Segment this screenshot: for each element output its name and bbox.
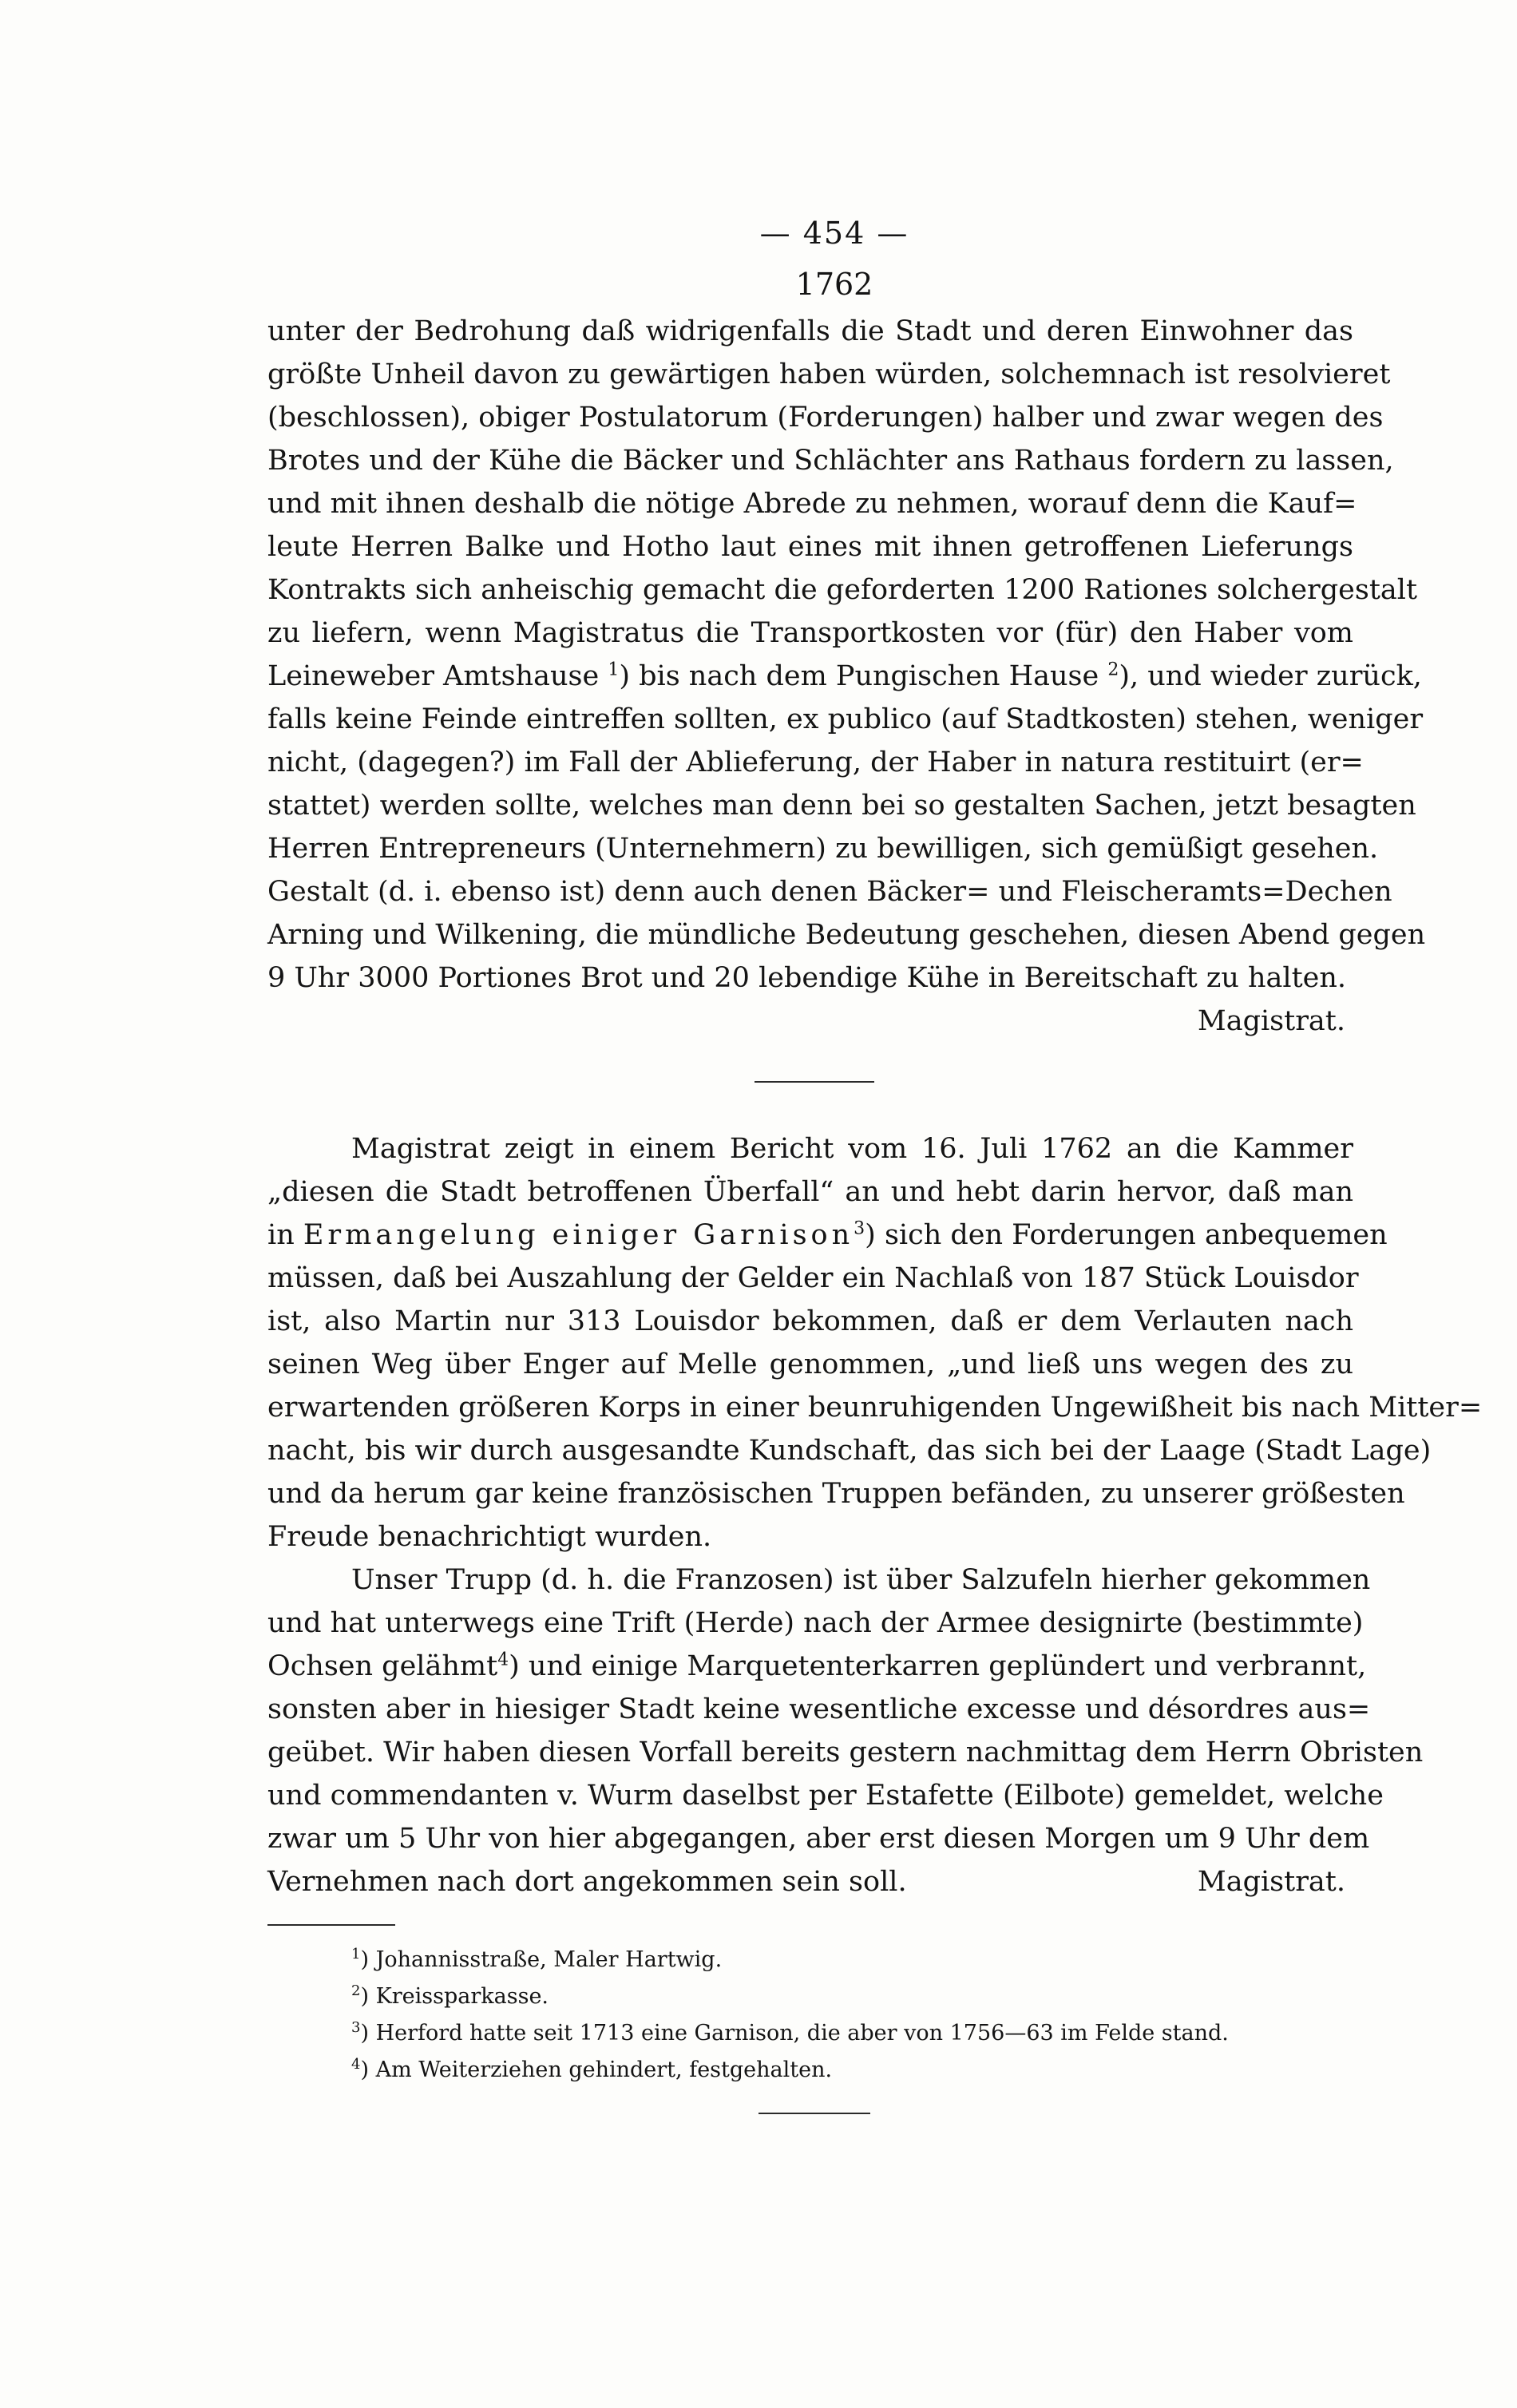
footnote-mark: 3 (854, 1218, 865, 1239)
section-2-paragraph (267, 1127, 1483, 1558)
text-fragment: in (267, 1219, 303, 1251)
text-line: (beschlossen), obiger Postulatorum (Forderungen) halber und zwar wegen des (267, 402, 1384, 434)
text-line: Arning und Wilkening, die mündliche Bedeutung geschehen, diesen Abend gegen (267, 919, 1426, 951)
footnote: $^3$) Herford hatte seit 1713 eine Garnison, die aber von 1756—63 im Felde stand. (351, 2019, 1229, 2046)
text-line: unter der Bedrohung daß widrigenfalls die Stadt und deren Einwohner das (267, 315, 1353, 347)
text-fragment: ), und wieder zurück, (1119, 660, 1422, 692)
text-fragment: Vernehmen nach dort angekommen sein soll. (267, 1866, 907, 1898)
text-line: und commendanten v. Wurm daselbst per Estafette (Eilbote) gemeldet, welche (267, 1780, 1384, 1812)
document-page (267, 216, 1483, 2114)
footnote-mark: 4 (351, 2056, 361, 2073)
end-divider (758, 2113, 870, 2114)
text-line: Unser Trupp (d. h. die Franzosen) ist über Salzufeln hierher gekommen (351, 1564, 1371, 1596)
text-line: sonsten aber in hiesiger Stadt keine wesentliche excesse und désordres aus= (267, 1693, 1371, 1725)
text-line: Magistrat zeigt in einem Bericht vom 16. Juli 1762 an die Kammer (351, 1133, 1353, 1165)
footnote-mark: 3 (351, 2019, 361, 2036)
footnote: $^4$) Am Weiterziehen gehindert, festgehalten. (351, 2056, 833, 2082)
text-line (267, 1860, 1353, 1903)
section-1-paragraph (267, 310, 1426, 1043)
footnote-mark: 1 (608, 659, 620, 680)
footnote-text: Am Weiterziehen gehindert, festgehalten. (375, 2057, 833, 2082)
text-line: stattet) werden sollte, welches man denn bei so gestalten Sachen, jetzt besagten (267, 790, 1416, 822)
footnote-mark: 4 (497, 1650, 509, 1670)
text-line: Freude benachrichtigt wurden. (267, 1521, 712, 1553)
signature: Magistrat. (1197, 1005, 1345, 1037)
text-line: größte Unheil davon zu gewärtigen haben würden, solchemnach ist resolvieret (267, 358, 1391, 390)
text-line: geübet. Wir haben diesen Vorfall bereits gestern nachmittag dem Herrn Obristen (267, 1737, 1424, 1768)
text-line: zwar um 5 Uhr von hier abgegangen, aber erst diesen Morgen um 9 Uhr dem (267, 1823, 1370, 1855)
text-line: leute Herren Balke und Hotho laut eines mit ihnen getroffenen Lieferungs (267, 531, 1353, 563)
text-line: und mit ihnen deshalb die nötige Abrede zu nehmen, worauf denn die Kauf= (267, 488, 1357, 520)
footnote: $^1$) Johannisstraße, Maler Hartwig. (351, 1946, 723, 1972)
footnote-rule (267, 1924, 395, 1926)
footnote-text: Johannisstraße, Maler Hartwig. (375, 1947, 723, 1972)
year-heading: 1762 (795, 267, 873, 302)
text-line: 9 Uhr 3000 Portiones Brot und 20 lebendige Kühe in Bereitschaft zu halten. (267, 962, 1347, 994)
text-line (267, 1214, 1388, 1257)
text-line: Gestalt (d. i. ebenso ist) denn auch denen Bäcker= und Fleischeramts=Dechen (267, 876, 1392, 908)
footnote: $^2$) Kreissparkasse. (351, 1982, 549, 2009)
footnote-mark: 2 (1107, 659, 1119, 680)
text-line: Herren Entrepreneurs (Unternehmern) zu bewilligen, sich gemüßigt gesehen. (267, 833, 1379, 865)
text-line: und da herum gar keine französischen Truppen befänden, zu unserer größesten (267, 1478, 1405, 1510)
footnote-mark: 2 (351, 1982, 361, 1999)
text-line: „diesen die Stadt betroffenen Überfall“ an und hebt darin hervor, daß man (267, 1176, 1353, 1208)
text-line: müssen, daß bei Auszahlung der Gelder ein Nachlaß von 187 Stück Louisdor (267, 1262, 1359, 1294)
section-3-paragraph (267, 1558, 1424, 1903)
text-fragment: bis nach dem Pungischen Hause (629, 660, 1099, 692)
page-number: — 454 — (759, 216, 909, 251)
footnote-text: Kreissparkasse. (375, 1984, 549, 2009)
text-line: und hat unterwegs eine Trift (Herde) nach der Armee designirte (bestimmte) (267, 1607, 1364, 1639)
footnotes (267, 1942, 1353, 2089)
text-line: seinen Weg über Enger auf Melle genommen, „und ließ uns wegen des zu (267, 1349, 1353, 1380)
text-fragment: ) und einige Marquetenterkarren geplündert und verbrannt, (509, 1650, 1367, 1682)
text-line: nacht, bis wir durch ausgesandte Kundschaft, das sich bei der Laage (Stadt Lage) (267, 1435, 1432, 1467)
text-line: nicht, (dagegen?) im Fall der Ablieferung, der Haber in natura restituirt (er= (267, 747, 1364, 778)
text-fragment: Leineweber Amtshause (267, 660, 600, 692)
text-line: Leineweber Amtshause $^1$) bis nach dem Pungischen Hause $^2$), und wieder zurück, (267, 659, 1422, 692)
emphasized-text: Ermangelung einiger Garnison (303, 1219, 854, 1251)
text-line: Kontrakts sich anheischig gemacht die geforderten 1200 Rationes solchergestalt (267, 574, 1418, 606)
text-line: ist, also Martin nur 313 Louisdor bekommen, daß er dem Verlauten nach (267, 1305, 1353, 1337)
text-line (267, 1645, 1367, 1688)
footnote-text: Herford hatte seit 1713 eine Garnison, die aber von 1756—63 im Felde stand. (375, 2021, 1229, 2046)
text-fragment: Ochsen gelähmt (267, 1650, 498, 1682)
text-line: zu liefern, wenn Magistratus die Transportkosten vor (für) den Haber vom (267, 617, 1353, 649)
text-line: Brotes und der Kühe die Bäcker und Schlächter ans Rathaus fordern zu lassen, (267, 445, 1394, 477)
text-line: falls keine Feinde eintreffen sollten, ex publico (auf Stadtkosten) stehen, weniger (267, 703, 1424, 735)
footnote-mark: 1 (351, 1946, 361, 1962)
signature: Magistrat. (1197, 1866, 1345, 1898)
text-fragment: ) sich den Forderungen anbequemen (865, 1219, 1388, 1251)
text-line: erwartenden größeren Korps in einer beunruhigenden Ungewißheit bis nach Mitter= (267, 1392, 1483, 1424)
